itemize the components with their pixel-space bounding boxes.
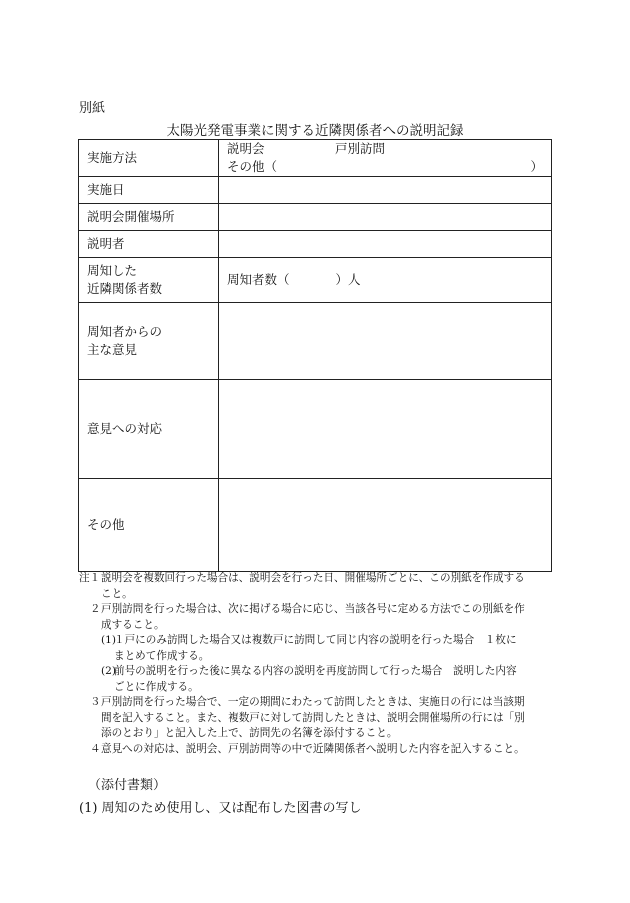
method-value-cell <box>219 140 552 177</box>
note-number: (2) <box>101 665 117 677</box>
method-option-door-to-door: 戸別訪問 <box>335 141 386 156</box>
date-value-cell <box>219 177 552 204</box>
opinions-label-line2: 主な意見 <box>87 342 138 358</box>
note-text: 間を記入すること。また、複数戸に対して訪問したときは、説明会開催場所の行には「別 <box>101 711 525 724</box>
explainer-label: 説明者 <box>79 231 219 258</box>
row-notified <box>79 258 552 303</box>
notified-value-cell <box>219 258 552 303</box>
opinions-value-cell <box>219 303 552 380</box>
method-options <box>227 140 543 158</box>
note-text: 添のとおり」と記入した上で、訪問先の名簿を添付すること。 <box>101 727 398 739</box>
note-text: 前号の説明を行った後に異なる内容の説明を再度訪問して行った場合 説明した内容 <box>114 665 517 677</box>
note-number: 注１ <box>79 572 101 584</box>
note-text: 戸別訪問を行った場合で、一定の期間にわたって訪問したときは、実施日の行には当該期 <box>101 696 525 708</box>
notified-count-suffix: ）人 <box>335 272 361 288</box>
explanation-record-table <box>78 139 552 572</box>
explainer-value-cell <box>219 231 552 258</box>
method-label: 実施方法 <box>79 140 219 177</box>
method-option-briefing: 説明会 <box>227 141 265 156</box>
venue-label: 説明会開催場所 <box>79 204 219 231</box>
note-2-item-1 <box>79 633 557 664</box>
note-4 <box>79 742 557 758</box>
row-date <box>79 177 552 204</box>
notified-label-line1: 周知した <box>87 263 138 279</box>
note-3 <box>79 695 557 742</box>
row-explainer <box>79 231 552 258</box>
attachments-heading: （添付書類） <box>88 778 167 793</box>
notified-count-prefix: 周知者数（ <box>227 272 290 288</box>
other-label: その他 <box>79 479 219 572</box>
response-label: 意見への対応 <box>79 380 219 479</box>
row-venue <box>79 204 552 231</box>
row-method <box>79 140 552 177</box>
note-text: ごとに作成する。 <box>114 680 199 693</box>
venue-value-cell <box>219 204 552 231</box>
response-value-cell <box>219 380 552 479</box>
note-text: １戸にのみ訪問した場合又は複数戸に訪問して同じ内容の説明を行った場合 １枚に <box>114 634 517 646</box>
note-text: 戸別訪問を行った場合は、次に掲げる場合に応じ、当該各号に定める方法でこの別紙を作 <box>101 603 525 615</box>
note-text: まとめて作成する。 <box>114 649 210 662</box>
note-text: こと。 <box>101 587 133 600</box>
note-text: 説明会を複数回行った場合は、説明会を行った日、開催場所ごとに、この別紙を作成する <box>101 572 525 584</box>
method-other-close: ） <box>530 159 543 175</box>
note-number: ３ <box>90 696 101 708</box>
note-number: (1) <box>101 634 117 646</box>
note-number: ４ <box>90 742 101 755</box>
date-label: 実施日 <box>79 177 219 204</box>
note-2 <box>79 602 557 633</box>
method-other <box>227 158 543 176</box>
document-title: 太陽光発電事業に関する近隣関係者への説明記録 <box>166 123 464 139</box>
note-text: 成すること。 <box>101 618 165 631</box>
annex-label: 別紙 <box>79 101 106 116</box>
row-opinions <box>79 303 552 380</box>
notes-section <box>79 571 557 757</box>
note-2-item-2 <box>79 664 557 695</box>
notified-label-line2: 近隣関係者数 <box>87 281 163 297</box>
note-1 <box>79 571 557 602</box>
row-other <box>79 479 552 572</box>
opinions-label-line1: 周知者からの <box>87 324 163 340</box>
note-number: ２ <box>90 603 101 615</box>
opinions-label <box>79 303 219 380</box>
row-response <box>79 380 552 479</box>
note-text: 意見への対応は、説明会、戸別訪問等の中で近隣関係者へ説明した内容を記入すること。 <box>101 742 525 755</box>
other-value-cell <box>219 479 552 572</box>
method-other-open: その他（ <box>227 159 278 175</box>
notified-label <box>79 258 219 303</box>
attachment-item-1: (1) 周知のため使用し、又は配布した図書の写し <box>79 801 362 816</box>
